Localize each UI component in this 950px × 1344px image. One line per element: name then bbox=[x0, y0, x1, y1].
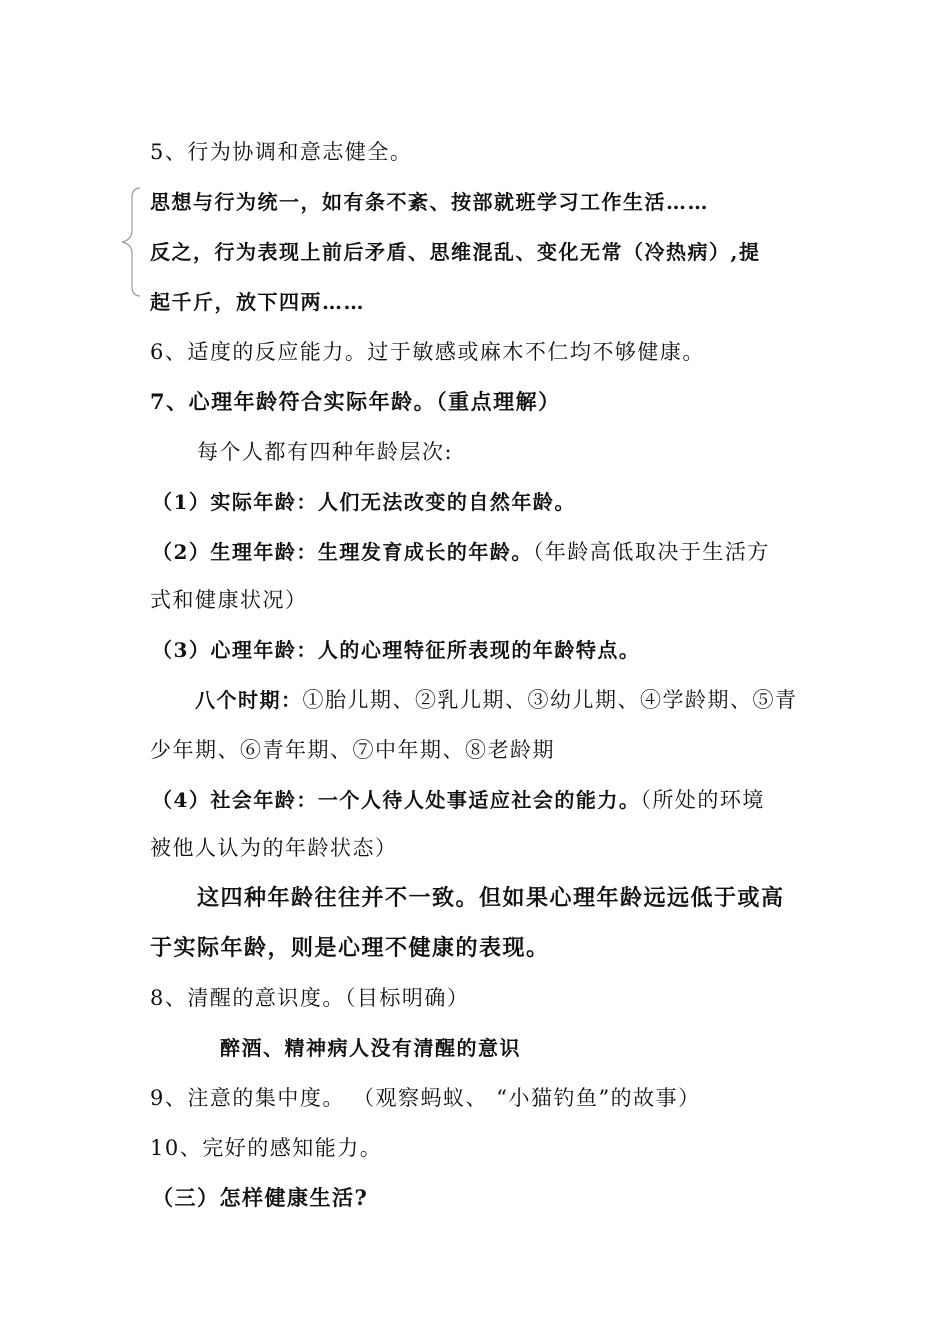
item-5-heading: 5、行为协调和意志健全。 bbox=[150, 140, 413, 164]
item-6-heading: 6、适度的反应能力。过于敏感或麻木不仁均不够健康。 bbox=[150, 340, 705, 364]
summary-line-2: 于实际年龄，则是心理不健康的表现。 bbox=[150, 935, 550, 961]
age-psychological: （3）心理年龄：人的心理特征所表现的年龄特点。 bbox=[152, 638, 641, 662]
item-5-detail-1: 思想与行为统一，如有条不紊、按部就班学习工作生活…… bbox=[150, 190, 709, 214]
age-physiological: （2）生理年龄：生理发育成长的年龄。（年龄高低取决于生活方 bbox=[152, 540, 770, 564]
item-7-heading: 7、心理年龄符合实际年龄。（重点理解） bbox=[150, 389, 561, 414]
item-5-detail-3: 起千斤，放下四两…… bbox=[150, 290, 365, 314]
brace-mark bbox=[118, 186, 142, 298]
eight-periods-cont: 少年期、⑥青年期、⑦中年期、⑧老龄期 bbox=[150, 738, 555, 762]
item-9-heading: 9、注意的集中度。 （观察蚂蚁、 “小猫钓鱼”的故事） bbox=[150, 1086, 701, 1110]
age-social: （4）社会年龄：一个人待人处事适应社会的能力。（所处的环境 bbox=[152, 788, 765, 812]
section-3-heading: （三）怎样健康生活? bbox=[152, 1185, 369, 1210]
age-physiological-cont: 式和健康状况） bbox=[150, 588, 308, 612]
item-8-example: 醉酒、精神病人没有清醒的意识 bbox=[220, 1036, 521, 1060]
item-10-heading: 10、完好的感知能力。 bbox=[150, 1136, 383, 1160]
age-social-cont: 被他人认为的年龄状态） bbox=[150, 836, 398, 860]
age-levels-intro: 每个人都有四种年龄层次: bbox=[197, 440, 454, 464]
item-5-detail-2: 反之，行为表现上前后矛盾、思维混乱、变化无常（冷热病）,提 bbox=[150, 240, 761, 264]
item-8-heading: 8、清醒的意识度。（目标明确） bbox=[150, 986, 470, 1010]
eight-periods: 八个时期：①胎儿期、②乳儿期、③幼儿期、④学龄期、⑤青 bbox=[195, 688, 798, 712]
age-actual: （1）实际年龄：人们无法改变的自然年龄。 bbox=[152, 490, 576, 514]
summary-line-1: 这四种年龄往往并不一致。但如果心理年龄远远低于或高 bbox=[197, 885, 785, 911]
